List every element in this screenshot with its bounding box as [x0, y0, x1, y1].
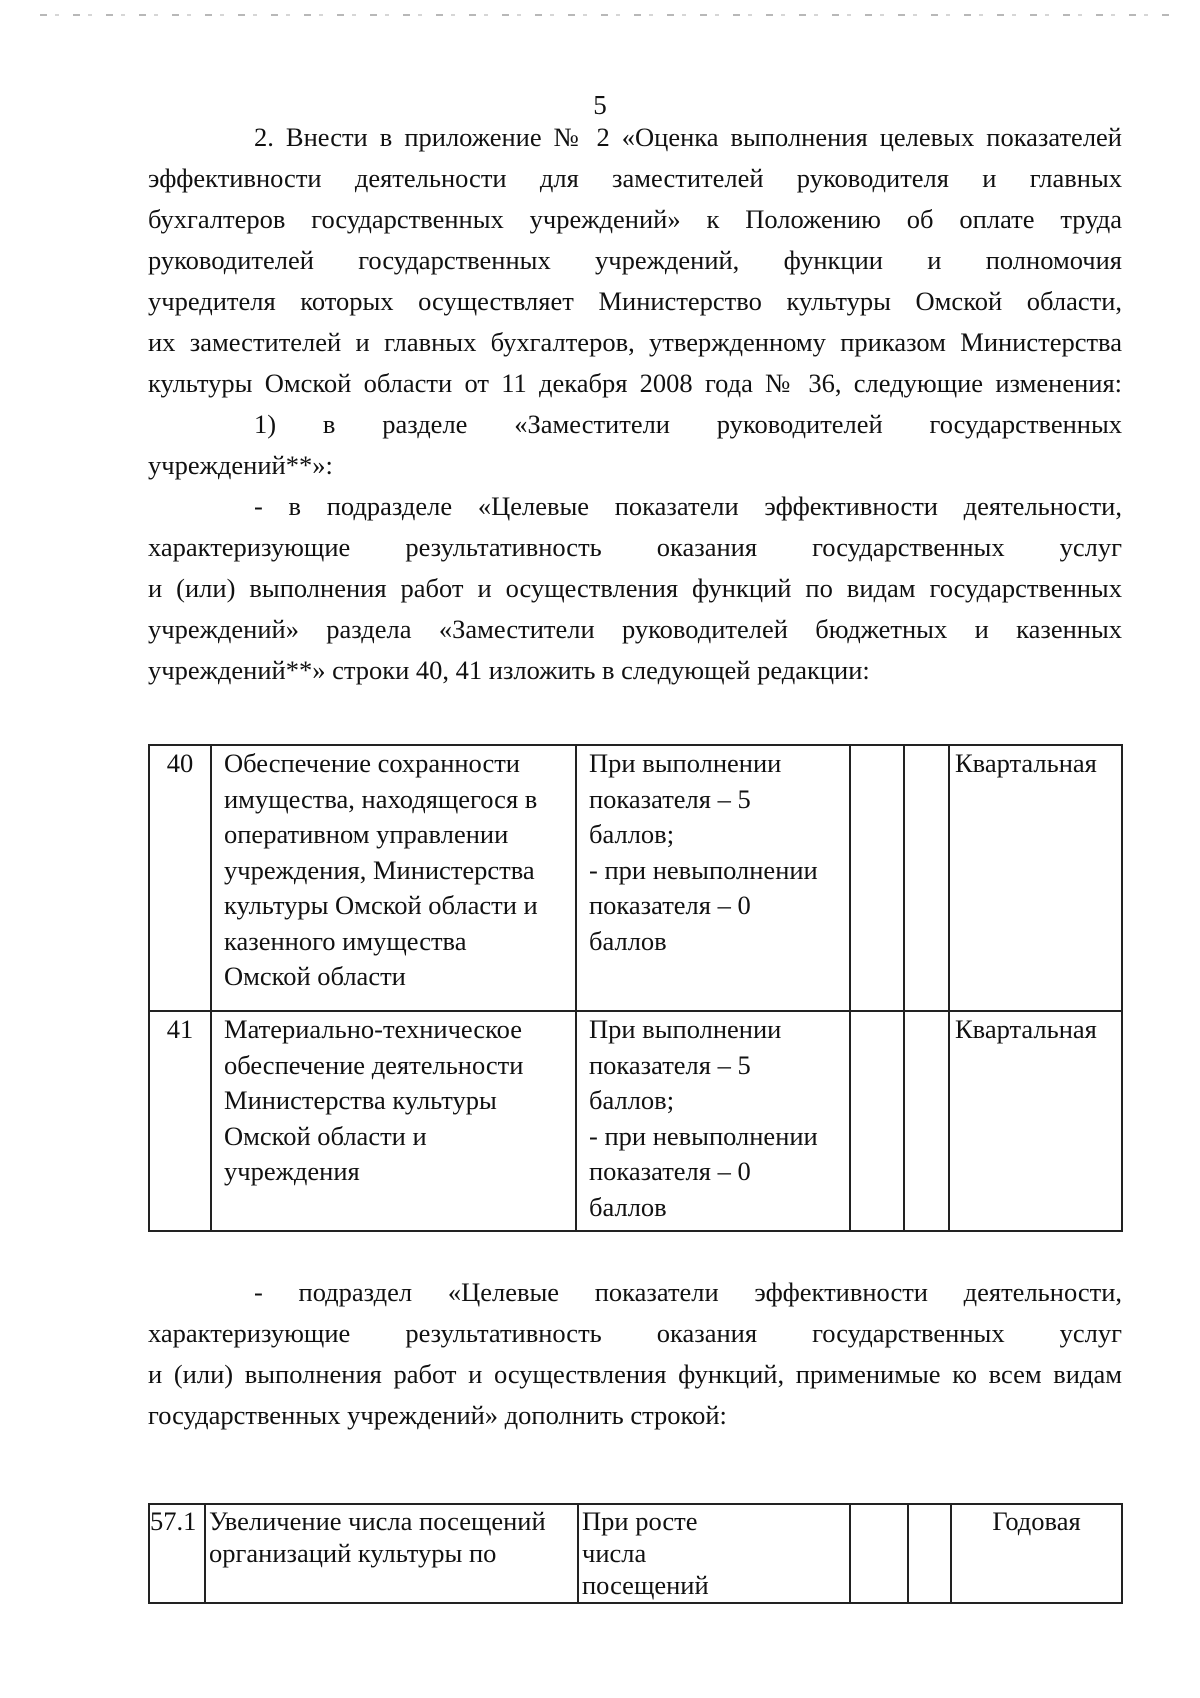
- row-number: 57.1: [149, 1504, 205, 1603]
- page-number: 5: [593, 90, 607, 120]
- paragraph-line: руководителей государственных учреждений, функции и полномочия: [148, 245, 1122, 275]
- table-row: [149, 1011, 1122, 1231]
- empty-cell: [850, 745, 904, 1011]
- indicators-table-rows-40-41: [148, 744, 1123, 1232]
- paragraph-line: бухгалтеров государственных учреждений» к Положению об оплате труда: [148, 204, 1122, 234]
- paragraph-line: государственных учреждений» дополнить строкой:: [148, 1400, 727, 1430]
- criteria-cell: [576, 745, 850, 1011]
- paragraph-line: учредителя которых осуществляет Министерство культуры Омской области,: [148, 286, 1122, 316]
- paragraph-line: и (или) выполнения работ и осуществления функций, применимые ко всем видам: [148, 1359, 1122, 1389]
- paragraph-line: и (или) выполнения работ и осуществления функций по видам государственных: [148, 573, 1122, 603]
- paragraph-line: - подраздел «Целевые показатели эффективности деятельности,: [254, 1277, 1122, 1307]
- row-number: 41: [149, 1011, 211, 1231]
- indicator-text: Материально-техническое обеспечение деятельности Министерства культуры Омской области и учреждения: [224, 1014, 524, 1186]
- paragraph-line: учреждений**» строки 40, 41 изложить в следующей редакции:: [148, 655, 870, 685]
- criteria-text: При выполнении показателя – 5 баллов; - при невыполнении показателя – 0 баллов: [589, 748, 818, 956]
- table-row: [149, 745, 1122, 1011]
- empty-cell: [850, 1011, 904, 1231]
- paragraph-line: их заместителей и главных бухгалтеров, утвержденному приказом Министерства: [148, 327, 1122, 357]
- paragraph-line: 2. Внести в приложение № 2 «Оценка выполнения целевых показателей: [254, 122, 1122, 152]
- paragraph-line: - в подразделе «Целевые показатели эффективности деятельности,: [254, 491, 1122, 521]
- empty-cell: [908, 1504, 951, 1603]
- paragraph-line: эффективности деятельности для заместителей руководителя и главных: [148, 163, 1122, 193]
- empty-cell: [850, 1504, 908, 1603]
- empty-cell: [904, 1011, 949, 1231]
- paragraph-line: культуры Омской области от 11 декабря 2008 года № 36, следующие изменения:: [148, 368, 1122, 398]
- indicator-text: Увеличение числа посещений организаций культуры по: [209, 1506, 546, 1568]
- scan-artifact-line: [40, 14, 1170, 16]
- period-cell: Годовая: [951, 1504, 1122, 1603]
- paragraph-line: 1) в разделе «Заместители руководителей государственных: [254, 409, 1122, 439]
- indicator-cell: [211, 1011, 576, 1231]
- period-cell: Квартальная: [949, 745, 1122, 1011]
- indicators-table-row-57-1: [148, 1503, 1123, 1604]
- paragraph-line: характеризующие результативность оказания государственных услуг: [148, 1318, 1122, 1348]
- indicator-cell: [211, 745, 576, 1011]
- indicator-cell: [205, 1504, 578, 1603]
- paragraph-line: характеризующие результативность оказания государственных услуг: [148, 532, 1122, 562]
- criteria-cell: [576, 1011, 850, 1231]
- paragraph-line: учреждений» раздела «Заместители руководителей бюджетных и казенных: [148, 614, 1122, 644]
- paragraph-line: учреждений**»:: [148, 450, 333, 480]
- period-cell: Квартальная: [949, 1011, 1122, 1231]
- empty-cell: [904, 745, 949, 1011]
- table-row: [149, 1504, 1122, 1603]
- row-number: 40: [149, 745, 211, 1011]
- indicator-text: Обеспечение сохранности имущества, находящегося в оперативном управлении учреждения, Министерства культуры Омской области и казенного имущества Омской области: [224, 748, 538, 991]
- criteria-text: При росте числа посещений: [582, 1506, 709, 1600]
- criteria-text: При выполнении показателя – 5 баллов; - при невыполнении показателя – 0 баллов: [589, 1014, 818, 1222]
- criteria-cell: [578, 1504, 850, 1603]
